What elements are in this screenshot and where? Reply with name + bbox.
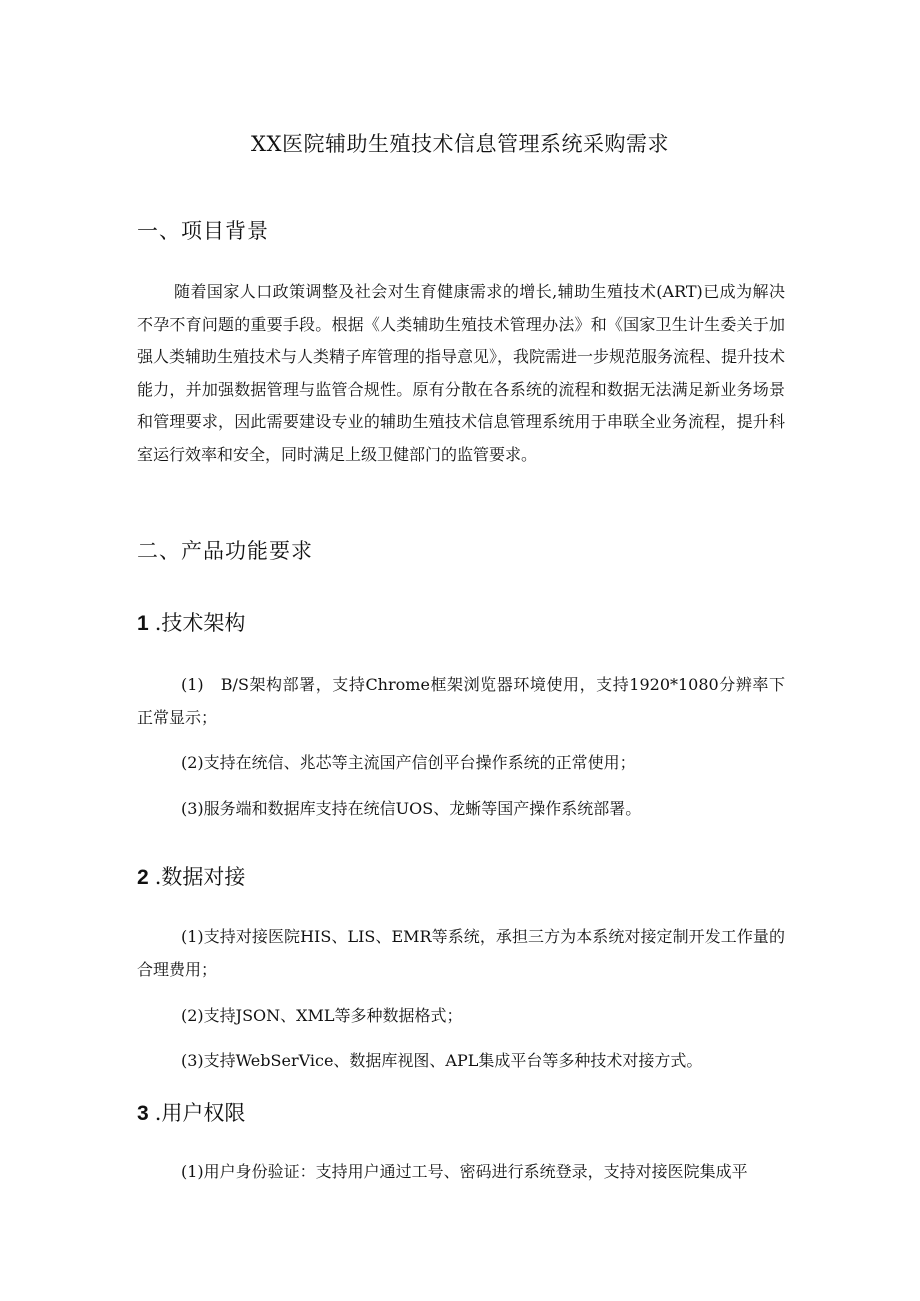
background-paragraph: 随着国家人口政策调整及社会对生育健康需求的增长,辅助生殖技术(ART)已成为解决不孕不育问题的重要手段。根据《人类辅助生殖技术管理办法》和《国家卫生计生委关于加强人类辅助生殖技术与人类精子库管理的指导意见》，我院需进一步规范服务流程、提升技术能力，并加强数据管理与监管合规性。原有分散在各系统的流程和数据无法满足新业务场景和管理要求，因此需要建设专业的辅助生殖技术信息管理系统用于串联全业务流程，提升科室运行效率和安全，同时满足上级卫健部门的监管要求。 [137, 282, 786, 464]
list-item: (1)支持对接医院HIS、LIS、EMR等系统，承担三方为本系统对接定制开发工作量的合理费用； [137, 927, 785, 979]
subsection-number: 1 [137, 612, 149, 635]
list-item: (1)用户身份验证：支持用户通过工号、密码进行系统登录，支持对接医院集成平 [181, 1162, 748, 1181]
subsection-heading-user-permissions [137, 1097, 245, 1127]
subsection-heading-data-integration [137, 861, 245, 891]
list-item: (3)支持WebSerVice、数据库视图、APL集成平台等多种技术对接方式。 [181, 1051, 703, 1070]
list-item: (3)服务端和数据库支持在统信UOS、龙蜥等国产操作系统部署。 [181, 799, 642, 818]
subsection-number: 2 [137, 866, 149, 889]
section-heading-background: 一、项目背景 [137, 219, 269, 243]
subsection-title: .技术架构 [154, 611, 246, 635]
subsection-heading-architecture [137, 607, 245, 637]
section-heading-requirements: 二、产品功能要求 [137, 539, 313, 563]
list-item: (2)支持JSON、XML等多种数据格式； [181, 1006, 463, 1025]
document-title: XX医院辅助生殖技术信息管理系统采购需求 [251, 132, 669, 156]
subsection-number: 3 [137, 1102, 149, 1125]
subsection-title: .数据对接 [154, 865, 246, 889]
list-item: (2)支持在统信、兆芯等主流国产信创平台操作系统的正常使用； [181, 753, 636, 772]
list-item: (1) B/S架构部署，支持Chrome框架浏览器环境使用，支持1920*1080分辨率下正常显示； [137, 675, 785, 727]
subsection-title: .用户权限 [154, 1101, 246, 1125]
